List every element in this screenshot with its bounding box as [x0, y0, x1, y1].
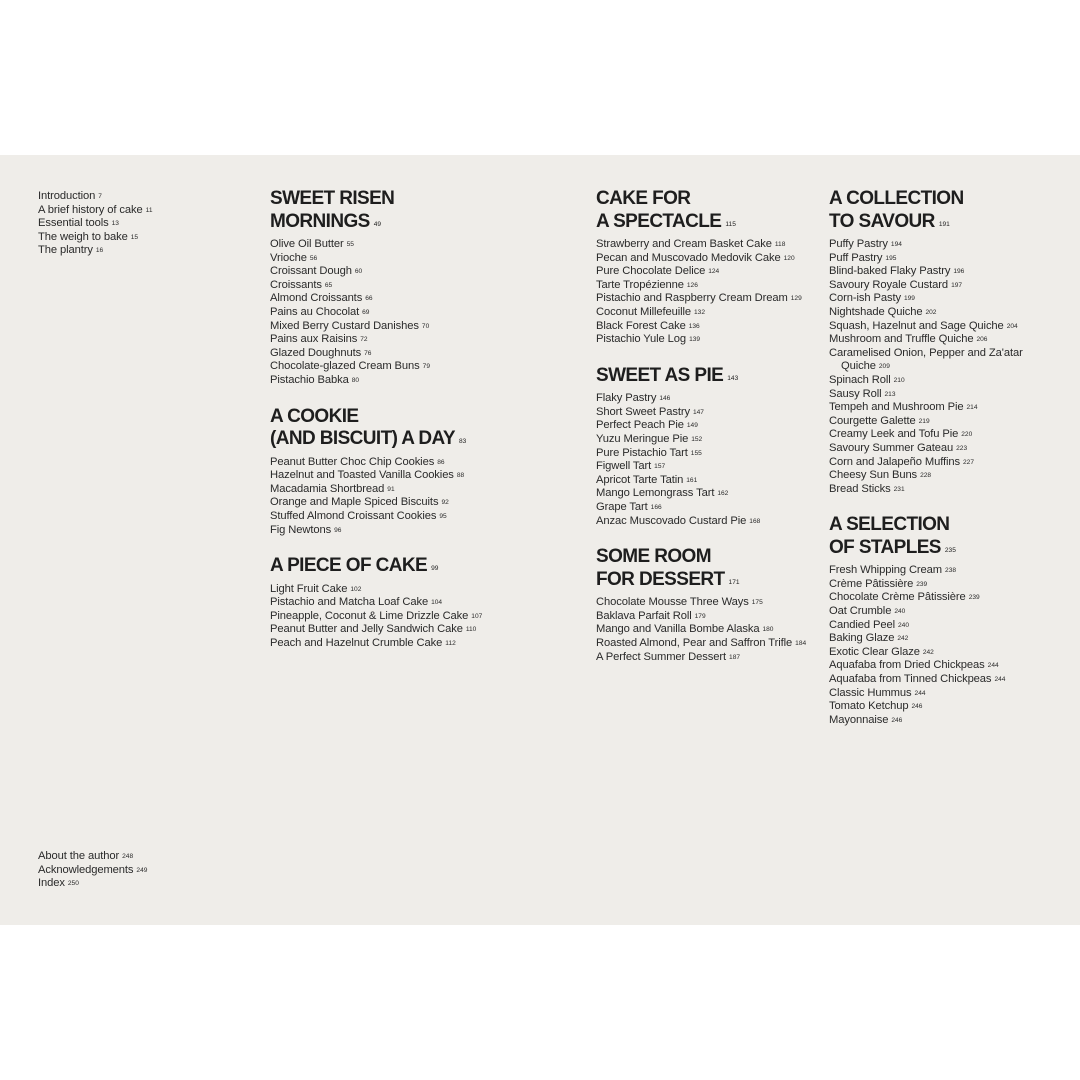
- recipe-entry: [829, 605, 1069, 619]
- entry-title: Croissants: [270, 278, 322, 291]
- entry-title: A Perfect Summer Dessert: [596, 650, 727, 663]
- page-number: 146: [659, 395, 671, 403]
- chapter-page-number: 115: [725, 220, 736, 228]
- entry-title: Apricot Tarte Tatin: [596, 473, 684, 486]
- recipe-entry: [270, 583, 570, 597]
- entry-title: Spinach Roll: [829, 373, 891, 386]
- chapter-heading: [270, 555, 570, 581]
- entry-title: Baking Glaze: [829, 632, 895, 645]
- page-number: 157: [654, 463, 666, 471]
- entry-title: Stuffed Almond Croissant Cookies: [270, 509, 437, 522]
- recipe-entry: [829, 374, 1069, 388]
- recipe-entry: [596, 406, 821, 420]
- recipe-entry: [270, 265, 570, 279]
- recipe-entry: [829, 659, 1069, 673]
- entry-title: Peanut Butter Choc Chip Cookies: [270, 455, 435, 468]
- entry-title: Perfect Peach Pie: [596, 419, 684, 432]
- chapter-heading: [270, 188, 570, 236]
- entry-title: Mango and Vanilla Bombe Alaska: [596, 623, 760, 636]
- recipe-entry: [829, 401, 1069, 415]
- entry-title: Blind-baked Flaky Pastry: [829, 265, 951, 278]
- entry-title: Croissant Dough: [270, 265, 352, 278]
- entry-title: Pineapple, Coconut & Lime Drizzle Cake: [270, 609, 469, 622]
- recipe-entry: [596, 333, 821, 347]
- chapter-heading-line: FOR DESSERT 171: [596, 568, 740, 590]
- back-matter-entry: [38, 864, 147, 878]
- page-number: 55: [346, 241, 354, 248]
- entry-title: Pure Chocolate Delice: [596, 265, 706, 278]
- page-number: 107: [471, 612, 483, 620]
- entry-title: Corn-ish Pasty: [829, 292, 901, 305]
- page-number: 162: [717, 490, 729, 498]
- recipe-entry: [829, 687, 1069, 701]
- page-number: 228: [920, 472, 932, 480]
- recipe-entry: [270, 238, 570, 252]
- page-number: 209: [878, 363, 890, 371]
- page-number: 79: [422, 363, 430, 371]
- recipe-entry: [829, 673, 1069, 687]
- chapter-section: [829, 514, 1069, 727]
- entry-title: Caramelised Onion, Pepper and Za'atar: [829, 346, 1023, 359]
- page-number: 155: [690, 449, 702, 457]
- entry-title: Pains au Chocolat: [270, 305, 360, 318]
- page-number: 179: [694, 612, 706, 620]
- front-matter-entry: [38, 231, 153, 245]
- recipe-entry: [270, 333, 570, 347]
- chapter-page-number: 49: [373, 220, 382, 228]
- entry-title: Classic Hummus: [829, 686, 912, 699]
- chapter-section: [829, 188, 1069, 496]
- chapter-heading: [270, 406, 570, 454]
- chapter-page-number: 83: [458, 438, 467, 446]
- page-number: 124: [708, 268, 720, 276]
- chapter-heading-line: A COLLECTION: [829, 188, 964, 209]
- page-number: 69: [362, 308, 370, 316]
- recipe-entry: [270, 483, 570, 497]
- page-number: 86: [437, 458, 445, 466]
- recipe-entry: [596, 474, 821, 488]
- entry-title: Savoury Summer Gateau: [829, 441, 954, 454]
- page-number: 102: [350, 585, 362, 593]
- page-number: 210: [893, 376, 905, 384]
- contents-column-2: [596, 188, 821, 682]
- front-matter-list: [38, 190, 153, 258]
- front-matter-entry: [38, 217, 153, 231]
- entry-title: Pistachio Yule Log: [596, 333, 687, 346]
- chapter-page-number: 235: [944, 546, 956, 554]
- recipe-entry: [829, 428, 1069, 442]
- entry-title: Fig Newtons: [270, 523, 332, 536]
- entry-title: Coconut Millefeuille: [596, 305, 692, 318]
- page-number: 244: [914, 689, 926, 697]
- recipe-entry: [596, 252, 821, 266]
- page-number: 246: [891, 716, 903, 724]
- page-number: 7: [98, 193, 102, 200]
- page-number: 250: [67, 880, 79, 888]
- page-number: 204: [1006, 322, 1018, 330]
- entry-title: Chocolate-glazed Cream Buns: [270, 360, 420, 373]
- recipe-entry: [829, 306, 1069, 320]
- entry-title: Peanut Butter and Jelly Sandwich Cake: [270, 623, 463, 636]
- recipe-entry: [829, 292, 1069, 306]
- chapter-page-number: 99: [431, 565, 439, 573]
- chapter-heading: [829, 188, 1069, 236]
- page-number: 231: [893, 485, 905, 493]
- page-number: 202: [925, 308, 937, 316]
- page-number: 88: [456, 472, 465, 480]
- page-number: 139: [689, 336, 701, 344]
- entry-title: Vrioche: [270, 251, 307, 264]
- entry-title: Exotic Clear Glaze: [829, 645, 920, 658]
- chapter-heading-line: CAKE FOR: [596, 188, 691, 209]
- chapter-page-number: 143: [727, 374, 739, 382]
- recipe-entry: [270, 347, 570, 361]
- page-number: 15: [130, 233, 139, 241]
- chapter-heading-line: A PIECE OF CAKE 99: [270, 555, 439, 577]
- recipe-entry: [596, 279, 821, 293]
- recipe-entry: [270, 456, 570, 470]
- recipe-entry: [829, 415, 1069, 429]
- chapter-section: [270, 188, 570, 388]
- page-number: 187: [729, 653, 741, 661]
- recipe-entry: [596, 460, 821, 474]
- chapter-heading-line: MORNINGS 49: [270, 210, 382, 232]
- page-number: 227: [963, 458, 975, 466]
- page-number: 72: [360, 336, 368, 344]
- entry-title: The weigh to bake: [38, 230, 128, 243]
- recipe-entry: [270, 469, 570, 483]
- recipe-entry: [829, 714, 1069, 728]
- entry-title: Pure Pistachio Tart: [596, 446, 688, 459]
- entry-title: Hazelnut and Toasted Vanilla Cookies: [270, 469, 454, 482]
- chapter-page-number: 191: [938, 220, 950, 228]
- entry-title: Mango Lemongrass Tart: [596, 487, 715, 500]
- page-number: 152: [691, 436, 703, 444]
- entry-title: A brief history of cake: [38, 203, 143, 216]
- entry-title: Bread Sticks: [829, 482, 891, 495]
- entry-title: Almond Croissants: [270, 292, 363, 305]
- recipe-entry: [596, 651, 821, 665]
- entry-title: Tomato Ketchup: [829, 700, 909, 713]
- entry-title: Acknowledgements: [38, 863, 134, 876]
- chapter-heading-line: SOME ROOM: [596, 546, 711, 568]
- entry-title: Corn and Jalapeño Muffins: [829, 455, 961, 468]
- page-number: 175: [751, 599, 763, 607]
- page-number: 223: [956, 444, 968, 452]
- recipe-entry: [829, 469, 1069, 483]
- page-number: 206: [976, 336, 988, 344]
- recipe-entry: [270, 252, 570, 266]
- recipe-entry: [829, 320, 1069, 334]
- contents-page: [0, 155, 1080, 925]
- page-number: 213: [884, 390, 896, 398]
- entry-title: Strawberry and Cream Basket Cake: [596, 238, 772, 250]
- page-number: 120: [783, 254, 795, 262]
- recipe-entry: [829, 265, 1069, 279]
- front-matter-entry: [38, 204, 153, 218]
- recipe-entry: [270, 320, 570, 334]
- page-number: 184: [795, 639, 807, 647]
- page-number: 149: [686, 422, 698, 430]
- page-number: 110: [465, 626, 477, 634]
- entry-title: Yuzu Meringue Pie: [596, 433, 689, 446]
- chapter-heading-line: A SPECTACLE 115: [596, 210, 736, 232]
- page-number: 92: [441, 499, 449, 507]
- chapter-heading: [829, 514, 1069, 562]
- recipe-entry: [270, 360, 570, 374]
- page-number: 244: [994, 676, 1006, 684]
- chapter-section: [596, 546, 821, 664]
- recipe-entry: [829, 333, 1069, 347]
- entry-title: Mushroom and Truffle Quiche: [829, 333, 974, 346]
- page-number: 11: [145, 206, 153, 214]
- recipe-entry: [596, 292, 821, 306]
- recipe-entry: [829, 279, 1069, 293]
- chapter-section: [596, 365, 821, 528]
- recipe-entry: [596, 515, 821, 529]
- entry-title: Fresh Whipping Cream: [829, 564, 943, 577]
- page-number: 249: [136, 866, 148, 874]
- entry-title: Light Fruit Cake: [270, 582, 348, 595]
- chapter-heading-line: OF STAPLES 235: [829, 536, 956, 558]
- recipe-entry: [596, 392, 821, 406]
- page-number: 248: [122, 853, 134, 860]
- contents-column-3: [829, 188, 1069, 745]
- page-number: 13: [111, 220, 119, 228]
- recipe-entry: [596, 596, 821, 610]
- entry-title: Anzac Muscovado Custard Pie: [596, 514, 747, 527]
- page-number: 219: [918, 417, 930, 425]
- page-number: 16: [95, 247, 104, 255]
- entry-title: Pecan and Muscovado Medovik Cake: [596, 251, 781, 264]
- chapter-heading-line: SWEET RISEN: [270, 188, 395, 209]
- recipe-entry: [829, 619, 1069, 633]
- recipe-entry: [829, 252, 1069, 266]
- recipe-entry: [829, 700, 1069, 714]
- entry-title: Orange and Maple Spiced Biscuits: [270, 496, 439, 509]
- entry-title: Pistachio Babka: [270, 373, 349, 386]
- chapter-section: [270, 406, 570, 538]
- recipe-entry: [596, 320, 821, 334]
- page-number: 244: [987, 662, 999, 670]
- recipe-entry: [596, 306, 821, 320]
- back-matter-entry: [38, 877, 147, 891]
- entry-title: Figwell Tart: [596, 460, 652, 473]
- entry-title: Mixed Berry Custard Danishes: [270, 319, 419, 332]
- recipe-entry: [270, 623, 570, 637]
- page-number: 65: [324, 281, 333, 289]
- back-matter-list: [38, 850, 147, 891]
- recipe-entry: [596, 419, 821, 433]
- back-matter-entry: [38, 850, 147, 864]
- entry-title: Flaky Pastry: [596, 392, 657, 405]
- page-number: 199: [903, 295, 915, 303]
- chapter-heading-line: A SELECTION: [829, 514, 950, 536]
- chapter-heading-line: (AND BISCUIT) A DAY 83: [270, 428, 467, 450]
- entry-title: Oat Crumble: [829, 605, 892, 618]
- entry-title: Roasted Almond, Pear and Saffron Trifle: [596, 636, 793, 649]
- page-number: 96: [334, 526, 342, 534]
- page-number: 136: [688, 322, 700, 330]
- entry-title: Chocolate Mousse Three Ways: [596, 596, 749, 609]
- chapter-section: [596, 188, 821, 347]
- contents-column-1: [270, 188, 570, 669]
- recipe-entry: [270, 610, 570, 624]
- entry-title: The plantry: [38, 244, 93, 257]
- page-number: 104: [431, 599, 443, 607]
- recipe-entry: [829, 564, 1069, 578]
- chapter-heading: [596, 365, 821, 391]
- page-number: 118: [774, 241, 786, 248]
- entry-title: Cheesy Sun Buns: [829, 469, 918, 482]
- entry-title: Pains aux Raisins: [270, 333, 358, 346]
- entry-title: Olive Oil Butter: [270, 238, 344, 250]
- entry-title: Essential tools: [38, 217, 109, 230]
- recipe-entry: [596, 637, 821, 651]
- page-number: 80: [351, 376, 360, 384]
- page-number: 76: [364, 349, 372, 357]
- recipe-entry: [270, 637, 570, 651]
- page-number: 56: [309, 254, 318, 262]
- recipe-entry: [596, 433, 821, 447]
- recipe-entry: [829, 238, 1069, 252]
- recipe-entry: [596, 447, 821, 461]
- page-number: 70: [421, 322, 430, 330]
- page-number: 132: [694, 308, 706, 316]
- page-number: 180: [762, 626, 774, 634]
- recipe-entry: [829, 456, 1069, 470]
- recipe-entry: [270, 596, 570, 610]
- recipe-entry: [829, 483, 1069, 497]
- entry-title: Pistachio and Matcha Loaf Cake: [270, 596, 429, 609]
- entry-title: Courgette Galette: [829, 414, 916, 427]
- entry-title: Index: [38, 877, 65, 890]
- page-number: 220: [961, 431, 973, 439]
- entry-title: Short Sweet Pastry: [596, 405, 690, 418]
- recipe-entry: [596, 238, 821, 252]
- page-number: 91: [387, 485, 395, 493]
- page-number: 126: [686, 281, 698, 289]
- page-number: 239: [916, 580, 928, 588]
- chapter-heading: [596, 546, 821, 594]
- chapter-heading-line: SWEET AS PIE 143: [596, 364, 739, 386]
- page-number: 240: [894, 608, 906, 616]
- entry-title: Grape Tart: [596, 501, 648, 513]
- recipe-entry: [596, 487, 821, 501]
- chapter-section: [270, 555, 570, 650]
- entry-title: Crème Pâtissière: [829, 577, 914, 590]
- page-number: 112: [445, 639, 456, 647]
- entry-title: Tempeh and Mushroom Pie: [829, 401, 964, 414]
- page-number: 242: [897, 635, 909, 643]
- entry-title: Macadamia Shortbread: [270, 482, 385, 495]
- recipe-entry: [270, 510, 570, 524]
- page-number: 194: [890, 241, 902, 248]
- entry-title: Creamy Leek and Tofu Pie: [829, 428, 959, 441]
- recipe-entry: [596, 501, 821, 515]
- entry-title: Peach and Hazelnut Crumble Cake: [270, 636, 443, 649]
- page-number: 240: [897, 621, 909, 629]
- entry-title: Mayonnaise: [829, 713, 889, 726]
- entry-title: Aquafaba from Tinned Chickpeas: [829, 673, 992, 686]
- page-number: 238: [945, 567, 957, 575]
- page-number: 166: [650, 504, 662, 511]
- page-number: 214: [966, 404, 978, 412]
- recipe-entry: [829, 347, 1069, 374]
- recipe-entry: [829, 632, 1069, 646]
- page-number: 195: [885, 254, 897, 262]
- page-number: 161: [686, 476, 698, 484]
- page-number: 60: [354, 268, 363, 276]
- page-number: 242: [922, 648, 934, 656]
- recipe-entry: [270, 292, 570, 306]
- entry-title: Sausy Roll: [829, 387, 882, 400]
- recipe-entry: [270, 496, 570, 510]
- recipe-entry: [270, 306, 570, 320]
- recipe-entry: [270, 524, 570, 538]
- recipe-entry: [829, 578, 1069, 592]
- recipe-entry: [596, 623, 821, 637]
- entry-title: Candied Peel: [829, 618, 895, 631]
- recipe-entry: [270, 279, 570, 293]
- entry-title-continued: Quiche 209: [841, 360, 890, 373]
- recipe-entry: [270, 374, 570, 388]
- entry-title: Tarte Tropézienne: [596, 278, 684, 291]
- page-number: 239: [968, 594, 980, 602]
- page-number: 168: [749, 517, 761, 525]
- front-matter-entry: [38, 244, 153, 258]
- recipe-entry: [829, 646, 1069, 660]
- page-number: 197: [951, 281, 963, 289]
- page-number: 147: [692, 408, 704, 416]
- chapter-heading: [596, 188, 821, 236]
- recipe-entry: [829, 591, 1069, 605]
- entry-title: Chocolate Crème Pâtissière: [829, 591, 966, 604]
- page-number: 66: [365, 295, 373, 303]
- entry-title: Puffy Pastry: [829, 238, 888, 250]
- entry-title: Glazed Doughnuts: [270, 346, 362, 359]
- entry-title: Puff Pastry: [829, 251, 883, 264]
- entry-title: Squash, Hazelnut and Sage Quiche: [829, 319, 1004, 332]
- page-number: 129: [790, 295, 802, 303]
- entry-title: About the author: [38, 850, 120, 862]
- entry-title: Savoury Royale Custard: [829, 278, 949, 291]
- page-number: 196: [953, 268, 965, 276]
- recipe-entry: [596, 265, 821, 279]
- chapter-heading-line: A COOKIE: [270, 405, 359, 427]
- recipe-entry: [829, 388, 1069, 402]
- entry-title: Black Forest Cake: [596, 319, 686, 332]
- recipe-entry: [829, 442, 1069, 456]
- front-matter-entry: [38, 190, 153, 204]
- entry-title: Nightshade Quiche: [829, 305, 923, 318]
- entry-title: Introduction: [38, 190, 96, 202]
- chapter-heading-line: TO SAVOUR 191: [829, 210, 950, 232]
- entry-title: Pistachio and Raspberry Cream Dream: [596, 292, 788, 305]
- page-number: 95: [439, 512, 447, 520]
- entry-title: Baklava Parfait Roll: [596, 609, 692, 622]
- chapter-page-number: 171: [728, 578, 740, 586]
- entry-title: Aquafaba from Dried Chickpeas: [829, 659, 985, 672]
- recipe-entry: [596, 610, 821, 624]
- page-number: 246: [911, 703, 923, 711]
